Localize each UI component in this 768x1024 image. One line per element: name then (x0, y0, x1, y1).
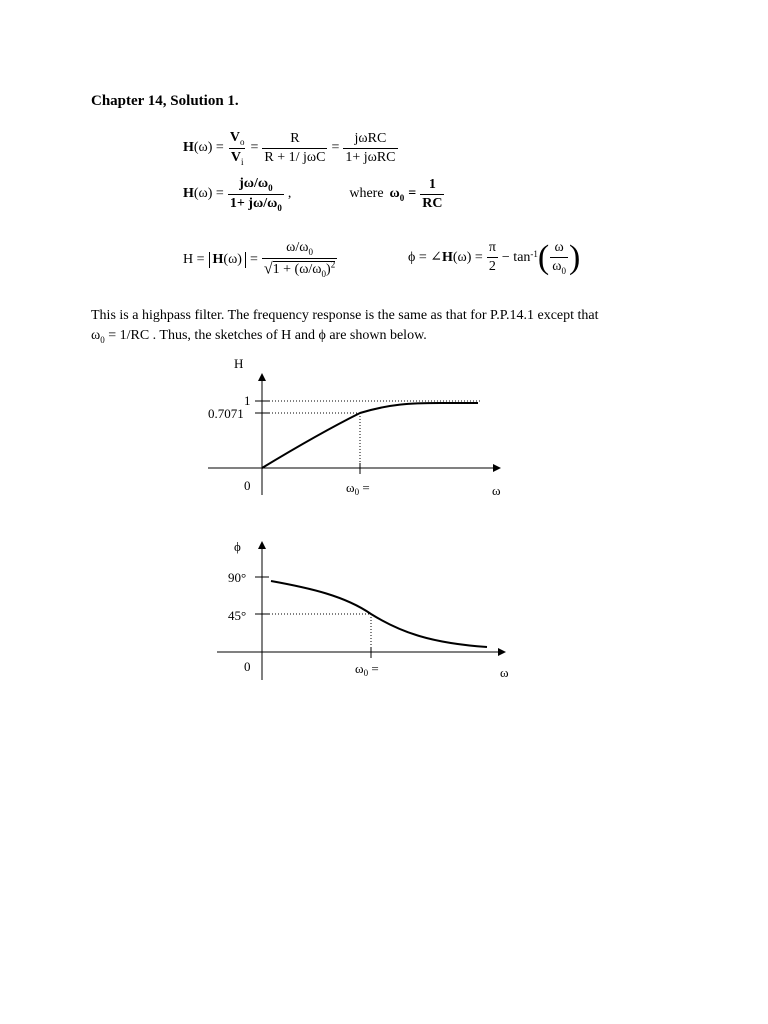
eq2-num: jω/ω (239, 176, 269, 191)
eq2-den-sub: 0 (277, 202, 282, 213)
eq3-den-sup: 2 (330, 259, 336, 270)
eq4-two: 2 (488, 259, 496, 275)
phi-curve (271, 581, 487, 647)
phase-plot (217, 539, 509, 680)
h-tick-0707-label: 0.7071 (208, 406, 244, 421)
eq2-w0-sym: ω (389, 185, 400, 201)
eq1-vo: V (229, 130, 240, 145)
magnitude-plot (208, 356, 501, 498)
eq2-rhs-den: RC (422, 195, 443, 211)
eq4-tan-sup: -1 (530, 248, 538, 259)
eq2-H: H (183, 186, 194, 202)
eq2-num-sub: 0 (268, 182, 273, 193)
eq4-H: H (442, 249, 453, 265)
sqrt-icon: √ (263, 260, 273, 278)
eq4-lhs: ϕ = ∠ (408, 250, 442, 266)
para-w-sub: 0 (100, 334, 105, 345)
eq2-omega: (ω) = (193, 186, 224, 202)
eq2-equals: = (408, 186, 417, 202)
phi-tick-90-label: 90° (228, 570, 247, 585)
eq3-abs-w: (ω) (223, 251, 242, 267)
eq2-where: where (349, 186, 384, 202)
eq4-w: (ω) = (452, 249, 483, 265)
h-tick-1-label: 1 (244, 393, 251, 408)
right-paren-icon: ) (568, 238, 581, 276)
phi-w0-sub: 0 (363, 668, 369, 678)
h-w0-eq: = (359, 480, 370, 495)
phi-origin-label: 0 (244, 659, 251, 674)
paragraph-line-1: This is a highpass filter. The frequency response is the same as that for P.P.14.1 except that (91, 308, 599, 323)
h-y-label: H (234, 356, 244, 371)
eq4-minus-tan: − tan (501, 249, 531, 265)
eq1-vi-sub: i (240, 156, 244, 167)
phi-x-label: ω (500, 665, 509, 680)
eq3-den-sub: 0 (321, 269, 327, 280)
eq3-abs-H: H (212, 251, 224, 267)
eq1-H: H (183, 140, 194, 156)
h-curve (262, 403, 478, 468)
eq1-r-num: R (290, 130, 300, 146)
h-x-label: ω (492, 483, 501, 498)
eq1-equals-a: = (250, 140, 259, 156)
eq3-den-close: ) (326, 262, 331, 278)
eq2-den: 1+ jω/ω (229, 195, 278, 211)
eq3-num: ω/ω (286, 240, 309, 255)
h-w0-label (346, 480, 370, 497)
eq2-comma: , (287, 186, 292, 202)
eq4-w-den-sub: 0 (561, 265, 566, 276)
eq3-den: 1 + (ω/ω (272, 262, 322, 278)
para-w: ω (91, 328, 101, 343)
para-rest: = 1/RC . Thus, the sketches of H and ϕ are shown below. (108, 328, 427, 343)
eq3-lhs: H = (183, 251, 205, 267)
phi-w0-sym: ω (355, 661, 364, 676)
eq1-r-den: R + 1/ jωC (264, 149, 326, 165)
phi-y-label: ϕ (234, 539, 241, 554)
eq3-equals: = (249, 251, 258, 267)
eq2-w0-sub: 0 (399, 192, 405, 203)
eq2-rhs-num: 1 (428, 176, 436, 192)
eq3-num-sub: 0 (308, 246, 313, 257)
left-paren-icon: ( (537, 238, 550, 276)
eq1-jwrc-den: 1+ jωRC (345, 149, 396, 165)
eq1-vo-sub: o (239, 136, 245, 147)
eq1-jwrc-num: jωRC (354, 130, 387, 146)
h-origin-label: 0 (244, 478, 251, 493)
eq4-w-num: ω (554, 240, 564, 255)
eq1-vi: V (230, 149, 241, 165)
eq1-equals-b: = (331, 140, 340, 156)
h-w0-sub: 0 (354, 487, 360, 497)
phi-w0-eq: = (368, 661, 379, 676)
eq4-pi: π (488, 240, 496, 256)
phi-tick-45-label: 45° (228, 608, 247, 623)
phi-w0-label (355, 661, 379, 678)
eq1-omega: (ω) = (193, 140, 224, 156)
h-w0-sym: ω (346, 480, 355, 495)
eq4-w-den: ω (552, 259, 562, 274)
page-heading: Chapter 14, Solution 1. (91, 93, 239, 109)
